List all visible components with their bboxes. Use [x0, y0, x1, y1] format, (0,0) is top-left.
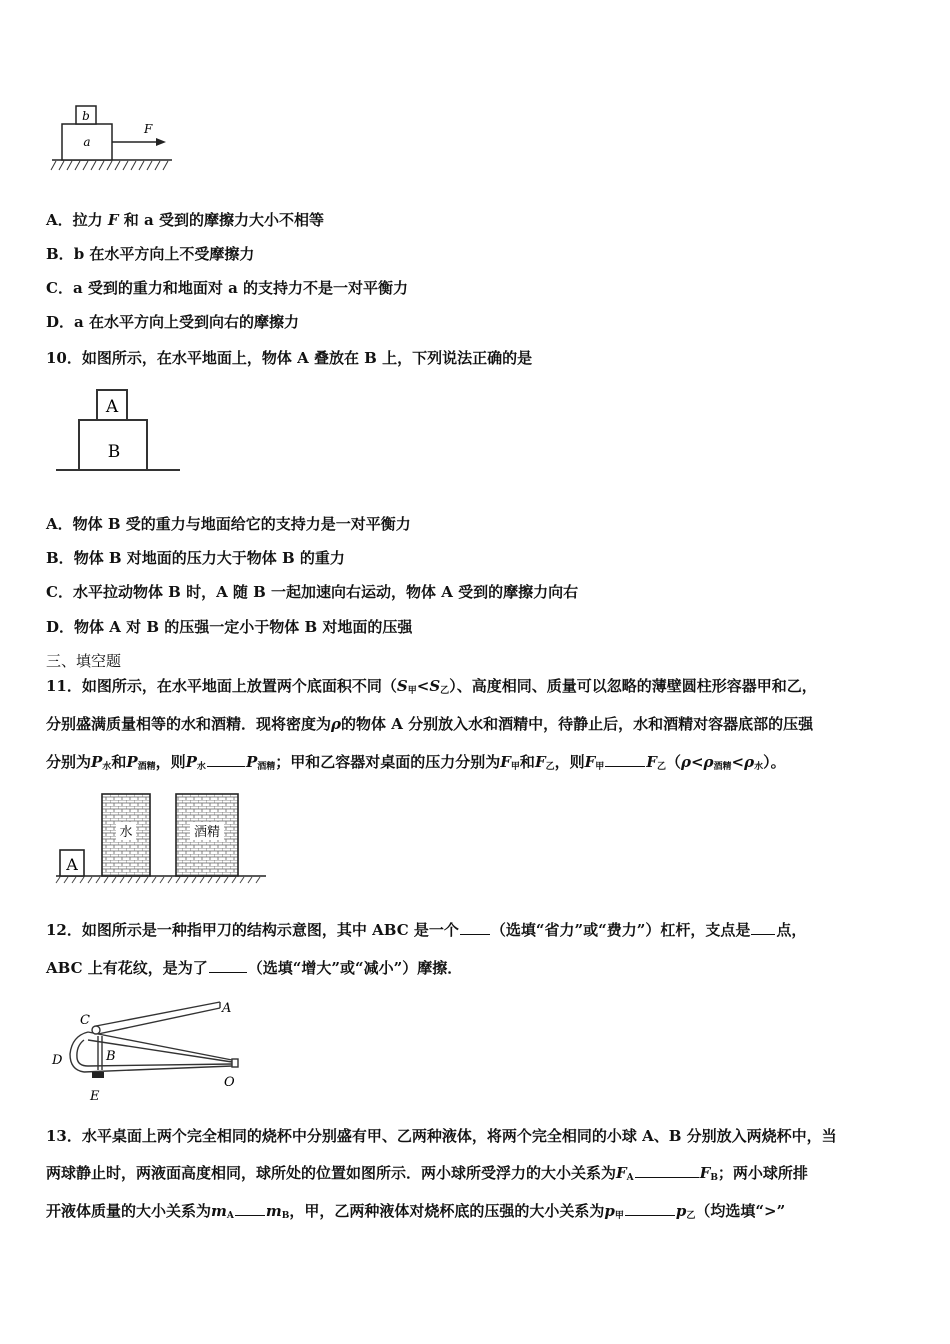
q10-figure	[54, 384, 188, 480]
label-alcohol: 酒精	[193, 825, 221, 840]
q9-option-c: C．a 受到的重力和地面对 a 的支持力不是一对平衡力	[46, 279, 409, 297]
q11-line3: 分别为P水和P酒精，则P水 P酒精；甲和乙容器对桌面的压力分别为F甲和F乙，则F甲 F乙（ρ<ρ酒精<ρ水）。	[46, 753, 786, 772]
label-B: B	[107, 442, 121, 462]
q11-figure	[54, 788, 268, 886]
label-b: b	[82, 109, 90, 123]
label-water: 水	[119, 825, 133, 840]
q12-blank-3[interactable]	[209, 958, 247, 973]
label-D: D	[52, 1053, 63, 1068]
label-E: E	[90, 1089, 100, 1104]
label-C: C	[80, 1013, 90, 1028]
q13-line3: 开液体质量的大小关系为mA mB，甲，乙两种液体对烧杯底的压强的大小关系为p甲 p乙（均选填“>”	[46, 1202, 786, 1221]
q9-option-d: D．a 在水平方向上受到向右的摩擦力	[46, 313, 299, 331]
label-a: a	[83, 135, 91, 149]
q13-blank-3[interactable]	[625, 1201, 675, 1216]
label-B: B	[106, 1049, 116, 1064]
label-A: A	[222, 1001, 232, 1016]
label-A: A	[66, 855, 78, 874]
q12-blank-1[interactable]	[460, 920, 490, 935]
q11-line2: 分别盛满质量相等的水和酒精．现将密度为ρ的物体 A 分别放入水和酒精中，待静止后，水和酒精对容器底部的压强	[46, 715, 814, 733]
q13-blank-1[interactable]	[635, 1163, 699, 1178]
q10-option-c: C．水平拉动物体 B 时，A 随 B 一起加速向右运动，物体 A 受到的摩擦力向右	[46, 583, 579, 601]
q9-option-a: A．拉力 F 和 a 受到的摩擦力大小不相等	[46, 211, 324, 229]
q10-option-d: D．物体 A 对 B 的压强一定小于物体 B 对地面的压强	[46, 618, 413, 636]
q9-figure	[48, 100, 178, 176]
q13-blank-2[interactable]	[235, 1201, 265, 1216]
q10-option-b: B．物体 B 对地面的压力大于物体 B 的重力	[46, 549, 345, 567]
q12-blank-2[interactable]	[751, 920, 775, 935]
q9-option-b: B．b 在水平方向上不受摩擦力	[46, 245, 255, 263]
label-F: F	[144, 122, 153, 136]
q11-blank-1[interactable]	[207, 752, 245, 767]
q10-option-a: A．物体 B 受的重力与地面给它的支持力是一对平衡力	[46, 515, 411, 533]
q12-figure	[48, 996, 248, 1108]
q12-line2: ABC 上有花纹，是为了 （选填“增大”或“减小”）摩擦．	[46, 959, 463, 977]
section-title: 三、填空题	[46, 652, 122, 670]
q13-line1: 13．水平桌面上两个完全相同的烧杯中分别盛有甲、乙两种液体，将两个完全相同的小球 A、B 分别放入两烧杯中，当	[46, 1127, 837, 1145]
q12-line1: 12．如图所示是一种指甲刀的结构示意图，其中 ABC 是一个 （选填“省力”或“费力”）杠杆，支点是 点，	[46, 921, 807, 939]
q11-blank-2[interactable]	[605, 752, 645, 767]
q13-line2: 两球静止时，两液面高度相同，球所处的位置如图所示．两小球所受浮力的大小关系为FA FB；两小球所排	[46, 1164, 808, 1183]
label-A: A	[105, 397, 119, 417]
q11-line1: 11．如图所示，在水平地面上放置两个底面积不同（S甲<S乙）、高度相同、质量可以忽略的薄壁圆柱形容器甲和乙，	[46, 677, 817, 696]
label-O: O	[224, 1075, 235, 1090]
q10-stem: 10．如图所示，在水平地面上，物体 A 叠放在 B 上，下列说法正确的是	[46, 349, 533, 367]
